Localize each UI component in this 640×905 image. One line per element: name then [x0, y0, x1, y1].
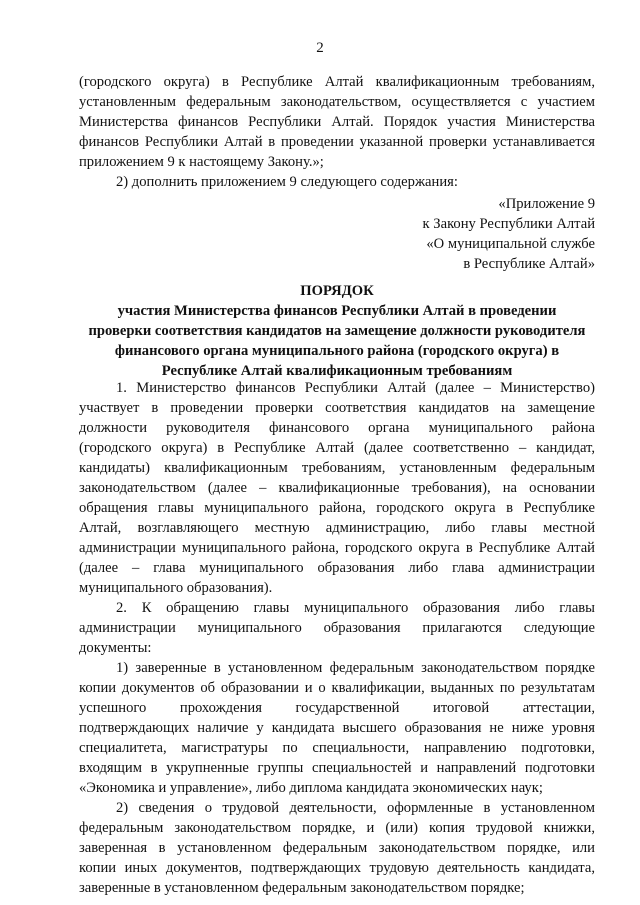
text-line: 1) заверенные в установленном федеральным законодательством порядке [116, 660, 595, 676]
appendix-line: «Приложение 9 [498, 196, 595, 212]
document-title: ПОРЯДОК [300, 283, 374, 299]
text-line: должности руководителя финансового органа муниципального района [79, 420, 595, 436]
subtitle-line: Республике Алтай квалификационным требованиям [161, 363, 513, 379]
text-line: обращения главы муниципального района, городского округа в Республике [79, 500, 595, 516]
text-line: копии иных документов, подтверждающих трудовую деятельность кандидата, [79, 860, 595, 876]
text-line: специалитета, магистратуры по специальности, направлению подготовки, [79, 740, 595, 756]
text-line: Министерства финансов Республики Алтай. Порядок участия Министерства [79, 114, 595, 130]
text-line: муниципального образования). [79, 580, 273, 596]
text-line: «Экономика и управление», либо диплома кандидата экономических наук; [79, 780, 543, 796]
text-line: 2) сведения о трудовой деятельности, оформленные в установленном [116, 800, 595, 816]
text-line: установленным федеральным законодательством, осуществляется с участием [79, 94, 595, 110]
text-line: входящим в укрупненные группы специальностей и направлений подготовки [79, 760, 595, 776]
appendix-line: «О муниципальной службе [426, 236, 595, 252]
text-line: успешного прохождения государственной итоговой аттестации, [79, 700, 595, 716]
text-line: администрации муниципального образования прилагаются следующие [79, 620, 595, 636]
text-line: заверенные в установленном федеральным законодательством порядке; [79, 880, 525, 896]
text-line: финансов Республики Алтай в проведении указанной проверки устанавливается [79, 134, 595, 150]
text-line: (городского округа) в Республике Алтай (далее соответственно – кандидат, [79, 440, 595, 456]
continuation-paragraph [79, 72, 595, 192]
text-line: администрации муниципального района, городского округа в Республике Алтай [79, 540, 595, 556]
appendix-header [79, 194, 595, 274]
amendment-item: 2) дополнить приложением 9 следующего содержания: [116, 174, 458, 190]
subtitle-line: финансового органа муниципального района (городского округа) в [114, 343, 560, 359]
text-line: участвует в проведении проверки соответствия кандидатов на замещение [79, 400, 595, 416]
text-line: кандидаты) квалификационным требованиям, установленным федеральным [79, 460, 595, 476]
text-line: федеральным законодательством порядке, и (или) копия трудовой книжки, [79, 820, 595, 836]
text-line: копии документов об образовании и о квалификации, выданных по результатам [79, 680, 595, 696]
text-line: законодательством (далее – квалификационные требования), на основании [79, 480, 595, 496]
text-line: (далее – глава муниципального образования либо глава администрации [79, 560, 595, 576]
text-line: 2. К обращению главы муниципального образования либо главы [116, 600, 595, 616]
text-line: (городского округа) в Республике Алтай квалификационным требованиям, [79, 74, 595, 90]
text-line: документы: [79, 640, 152, 656]
subtitle-line: проверки соответствия кандидатов на замещение должности руководителя [88, 323, 586, 339]
text-line: Алтай, возглавляющего местную администрацию, либо главы местной [79, 520, 595, 536]
text-line: заверенная в установленном федеральным законодательством порядке, или [79, 840, 595, 856]
text-line: 1. Министерство финансов Республики Алтай (далее – Министерство) [116, 380, 595, 396]
document-title-block [79, 281, 595, 381]
appendix-line: в Республике Алтай» [463, 256, 595, 272]
text-line: подтверждающих наличие у кандидата высшего образования не ниже уровня [79, 720, 595, 736]
text-line: приложением 9 к настоящему Закону.»; [79, 154, 324, 170]
appendix-line: к Закону Республики Алтай [422, 216, 595, 232]
body-text [79, 378, 595, 898]
subtitle-line: участия Министерства финансов Республики Алтай в проведении [117, 303, 557, 319]
page-number: 2 [316, 40, 324, 56]
